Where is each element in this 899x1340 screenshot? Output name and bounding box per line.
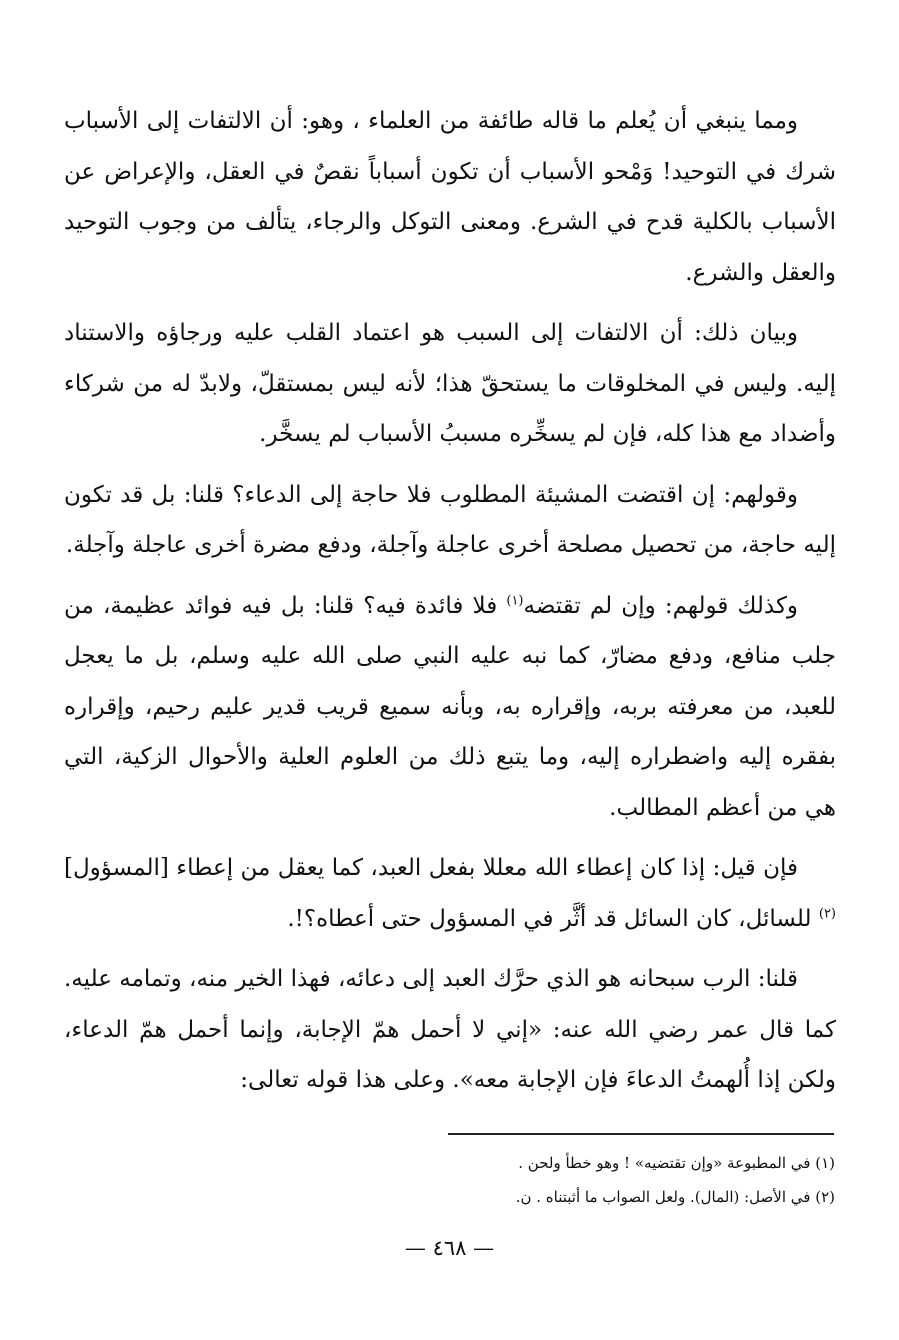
- paragraph-2: وبيان ذلك: أن الالتفات إلى السبب هو اعتماد القلب عليه ورجاؤه والاستناد إليه. وليس في المخلوقات ما يستحقّ هذا؛ لأنه ليس بمستقلّ، ولابدّ له من شركاء وأضداد مع هذا كله، فإن لم يسخِّره مسببُ الأسباب لم يسخَّر.: [64, 320, 836, 447]
- main-text: [64, 96, 836, 1116]
- paragraph-5-start: فإن قيل: إذا كان إعطاء الله معللا بفعل العبد، كما يعقل من إعطاء [المسؤول]: [64, 855, 798, 881]
- page-number: — ٤٦٨ —: [404, 1236, 495, 1260]
- footnote-2: (٢) في الأصل: (المال). ولعل الصواب ما أثبتناه . ن.: [515, 1188, 835, 1206]
- footnote-divider: [448, 1133, 834, 1135]
- footnote-marker-1: (١): [506, 592, 524, 608]
- paragraph-1: ومما ينبغي أن يُعلم ما قاله طائفة من العلماء ، وهو: أن الالتفات إلى الأسباب شرك في التوحيد! وَمْحو الأسباب أن تكون أسباباً نقصٌ في العقل، والإعراض عن الأسباب بالكلية قدح في الشرع. ومعنى التوكل والرجاء، يتألف من وجوب التوحيد والعقل والشرع.: [64, 108, 836, 286]
- paragraph-5-rest: للسائل، كان السائل قد أثَّر في المسؤول حتى أعطاه؟!.: [287, 905, 819, 932]
- paragraph-4: [64, 581, 836, 834]
- paragraph-5: [64, 843, 836, 944]
- footnotes: [300, 1146, 835, 1214]
- paragraph-4-start: وكذلك قولهم: وإن لم تقتضه: [523, 592, 799, 619]
- paragraph-6: قلنا: الرب سبحانه هو الذي حرَّك العبد إلى دعائه، فهذا الخير منه، وتمامه عليه. كما قال عمر رضي الله عنه: «إني لا أحمل همّ الإجابة، وإنما أحمل همّ الدعاء، ولكن إذا أُلهمتُ الدعاءَ فإن الإجابة معه». وعلى هذا قوله تعالى:: [64, 966, 836, 1093]
- footnote-1: (١) في المطبوعة «وإن تقتضيه» ! وهو خطأ ولحن .: [518, 1154, 835, 1172]
- paragraph-4-rest: فلا فائدة فيه؟ قلنا: بل فيه فوائد عظيمة، من جلب منافع، ودفع مضارّ، كما نبه عليه النبي صلى الله عليه وسلم، بل ما يعجل للعبد، من معرفته بربه، وإقراره به، وبأنه سميع قريب قدير عليم رحيم، وإقراره بفقره إليه واضطراره إليه، وما يتبع ذلك من العلوم العلية والأحوال الزكية، التي هي من أعظم المطالب.: [64, 592, 836, 821]
- footnote-marker-2: (٢): [818, 905, 836, 921]
- paragraph-3: وقولهم: إن اقتضت المشيئة المطلوب فلا حاجة إلى الدعاء؟ قلنا: بل قد تكون إليه حاجة، من تحصيل مصلحة أخرى عاجلة وآجلة، ودفع مضرة أخرى عاجلة وآجلة.: [64, 481, 836, 558]
